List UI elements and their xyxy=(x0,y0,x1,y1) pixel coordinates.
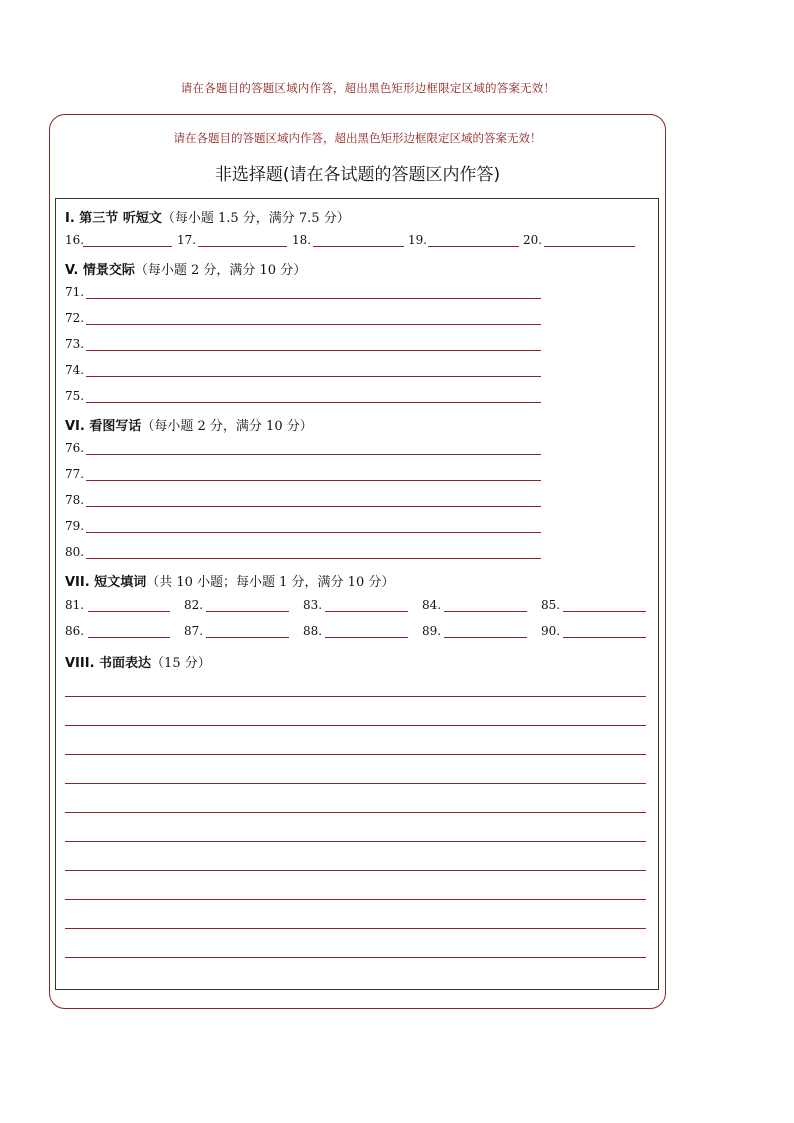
question-number: 79. xyxy=(65,519,85,533)
answer-line-79[interactable] xyxy=(86,532,541,533)
question-number: 86. xyxy=(65,624,85,638)
section-8-note: （15 分） xyxy=(151,656,211,671)
question-number: 77. xyxy=(65,467,85,481)
section-8-title: VIII. 书面表达 xyxy=(65,656,152,671)
essay-writing-line[interactable] xyxy=(65,957,646,958)
answer-blank-82[interactable] xyxy=(206,611,289,612)
section-6-note: （每小题 2 分，满分 10 分） xyxy=(141,419,313,434)
answer-line-77[interactable] xyxy=(86,480,541,481)
question-number: 75. xyxy=(65,389,85,403)
answer-blank-83[interactable] xyxy=(325,611,408,612)
essay-writing-line[interactable] xyxy=(65,783,646,784)
question-number: 18. xyxy=(292,233,312,247)
section-7-title: VII. 短文填词 xyxy=(65,575,147,590)
question-number: 80. xyxy=(65,545,85,559)
section-7-note: （共 10 小题；每小题 1 分，满分 10 分） xyxy=(146,575,395,590)
question-number: 90. xyxy=(541,624,561,638)
answer-blank-89[interactable] xyxy=(444,637,527,638)
question-number: 76. xyxy=(65,441,85,455)
essay-writing-line[interactable] xyxy=(65,696,646,697)
question-number: 72. xyxy=(65,311,85,325)
answer-blank-84[interactable] xyxy=(444,611,527,612)
section-5-title: V. 情景交际 xyxy=(65,263,135,278)
answer-line-76[interactable] xyxy=(86,454,541,455)
question-number: 74. xyxy=(65,363,85,377)
answer-blank-90[interactable] xyxy=(563,637,646,638)
essay-writing-line[interactable] xyxy=(65,725,646,726)
answer-blank-16[interactable] xyxy=(83,246,172,247)
question-number: 81. xyxy=(65,598,85,612)
question-number: 17. xyxy=(177,233,197,247)
answer-blank-17[interactable] xyxy=(198,246,287,247)
answer-blank-81[interactable] xyxy=(88,611,170,612)
answer-line-73[interactable] xyxy=(86,350,541,351)
section-3-heading xyxy=(65,207,350,226)
question-number: 88. xyxy=(303,624,323,638)
section-3-title: I. 第三节 听短文 xyxy=(65,211,162,226)
essay-writing-line[interactable] xyxy=(65,899,646,900)
question-number: 19. xyxy=(408,233,428,247)
essay-writing-line[interactable] xyxy=(65,841,646,842)
question-number: 85. xyxy=(541,598,561,612)
answer-blank-88[interactable] xyxy=(325,637,408,638)
page-title: 非选择题(请在各试题的答题区内作答) xyxy=(214,165,501,185)
question-number: 89. xyxy=(422,624,442,638)
question-number: 83. xyxy=(303,598,323,612)
answer-blank-87[interactable] xyxy=(206,637,289,638)
answer-blank-20[interactable] xyxy=(544,246,635,247)
question-number: 87. xyxy=(184,624,204,638)
answer-line-74[interactable] xyxy=(86,376,541,377)
section-7-heading xyxy=(65,571,394,590)
section-8-heading xyxy=(65,652,211,671)
section-6-heading xyxy=(65,415,313,434)
answer-blank-86[interactable] xyxy=(88,637,170,638)
question-number: 71. xyxy=(65,285,85,299)
essay-writing-line[interactable] xyxy=(65,754,646,755)
section-5-heading xyxy=(65,259,306,278)
section-3-note: （每小题 1.5 分，满分 7.5 分） xyxy=(161,211,350,226)
answer-blank-85[interactable] xyxy=(563,611,646,612)
answer-line-71[interactable] xyxy=(86,298,541,299)
answer-box xyxy=(55,198,659,990)
top-warning-text: 请在各题目的答题区域内作答，超出黑色矩形边框限定区域的答案无效！ xyxy=(180,81,556,95)
section-5-note: （每小题 2 分，满分 10 分） xyxy=(134,263,307,278)
answer-line-80[interactable] xyxy=(86,558,541,559)
answer-blank-18[interactable] xyxy=(313,246,404,247)
question-number: 20. xyxy=(523,233,543,247)
frame-warning-text: 请在各题目的答题区域内作答，超出黑色矩形边框限定区域的答案无效！ xyxy=(173,131,542,145)
question-number: 84. xyxy=(422,598,442,612)
question-number: 78. xyxy=(65,493,85,507)
section-6-title: VI. 看图写话 xyxy=(65,419,142,434)
question-number: 73. xyxy=(65,337,85,351)
answer-line-78[interactable] xyxy=(86,506,541,507)
answer-line-72[interactable] xyxy=(86,324,541,325)
essay-writing-line[interactable] xyxy=(65,870,646,871)
essay-writing-line[interactable] xyxy=(65,812,646,813)
question-number: 82. xyxy=(184,598,204,612)
answer-blank-19[interactable] xyxy=(428,246,519,247)
question-number: 16. xyxy=(65,233,85,247)
answer-line-75[interactable] xyxy=(86,402,541,403)
essay-writing-line[interactable] xyxy=(65,928,646,929)
